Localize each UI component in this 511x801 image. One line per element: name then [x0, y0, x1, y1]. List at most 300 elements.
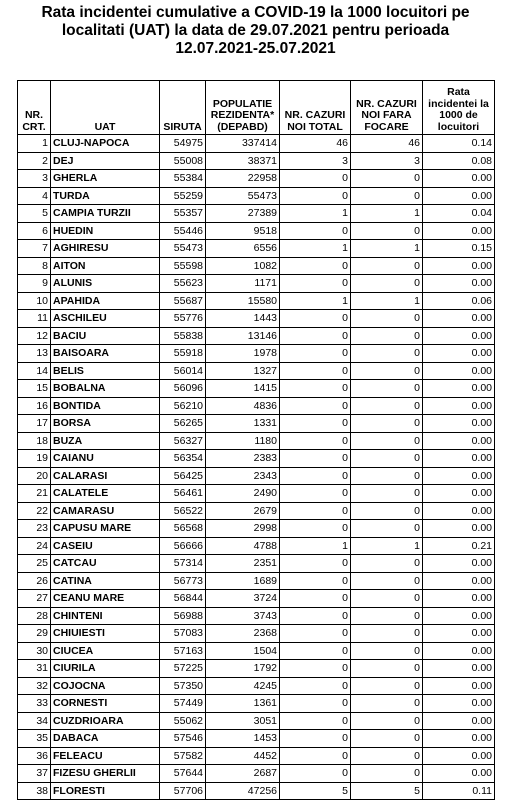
cell-nr: 35 [18, 730, 51, 748]
cell-cazuri-fara-focare: 0 [351, 747, 423, 765]
cell-populatie: 337414 [206, 135, 280, 153]
cell-nr: 36 [18, 747, 51, 765]
cell-cazuri-total: 0 [280, 660, 351, 678]
cell-siruta: 55062 [160, 712, 206, 730]
cell-siruta: 55446 [160, 222, 206, 240]
cell-uat: CATCAU [51, 555, 160, 573]
cell-cazuri-fara-focare: 0 [351, 362, 423, 380]
cell-populatie: 1361 [206, 695, 280, 713]
cell-cazuri-total: 0 [280, 590, 351, 608]
table-row [18, 432, 495, 450]
table-row [18, 625, 495, 643]
cell-populatie: 2679 [206, 502, 280, 520]
cell-rata: 0.00 [423, 677, 495, 695]
cell-cazuri-total: 0 [280, 520, 351, 538]
cell-nr: 10 [18, 292, 51, 310]
cell-cazuri-total: 0 [280, 467, 351, 485]
title-line-3: 12.07.2021-25.07.2021 [175, 40, 336, 57]
cell-rata: 0.04 [423, 205, 495, 223]
cell-siruta: 56988 [160, 607, 206, 625]
cell-siruta: 57644 [160, 765, 206, 783]
cell-populatie: 1689 [206, 572, 280, 590]
cell-cazuri-fara-focare: 0 [351, 642, 423, 660]
table-row [18, 712, 495, 730]
cell-cazuri-total: 0 [280, 695, 351, 713]
cell-nr: 12 [18, 327, 51, 345]
cell-populatie: 47256 [206, 782, 280, 800]
cell-uat: CAPUSU MARE [51, 520, 160, 538]
cell-rata: 0.00 [423, 380, 495, 398]
cell-cazuri-fara-focare: 0 [351, 520, 423, 538]
header-uat: UAT [51, 81, 160, 135]
cell-nr: 23 [18, 520, 51, 538]
table-row [18, 240, 495, 258]
table-row [18, 642, 495, 660]
cell-nr: 4 [18, 187, 51, 205]
table-row [18, 170, 495, 188]
cell-nr: 6 [18, 222, 51, 240]
cell-cazuri-fara-focare: 0 [351, 677, 423, 695]
cell-cazuri-total: 0 [280, 730, 351, 748]
table-row [18, 275, 495, 293]
cell-uat: BACIU [51, 327, 160, 345]
cell-nr: 16 [18, 397, 51, 415]
table-row [18, 607, 495, 625]
cell-populatie: 22958 [206, 170, 280, 188]
cell-uat: GHERLA [51, 170, 160, 188]
cell-populatie: 4245 [206, 677, 280, 695]
cell-siruta: 55623 [160, 275, 206, 293]
cell-cazuri-fara-focare: 0 [351, 187, 423, 205]
cell-nr: 21 [18, 485, 51, 503]
cell-populatie: 4836 [206, 397, 280, 415]
cell-siruta: 56327 [160, 432, 206, 450]
cell-nr: 1 [18, 135, 51, 153]
cell-cazuri-fara-focare: 0 [351, 310, 423, 328]
cell-rata: 0.00 [423, 415, 495, 433]
cell-rata: 0.00 [423, 275, 495, 293]
cell-uat: AGHIRESU [51, 240, 160, 258]
cell-siruta: 57350 [160, 677, 206, 695]
cell-cazuri-total: 0 [280, 380, 351, 398]
cell-cazuri-fara-focare: 0 [351, 345, 423, 363]
cell-siruta: 56844 [160, 590, 206, 608]
cell-uat: DEJ [51, 152, 160, 170]
cell-uat: CHINTENI [51, 607, 160, 625]
cell-rata: 0.15 [423, 240, 495, 258]
cell-siruta: 57582 [160, 747, 206, 765]
cell-uat: CEANU MARE [51, 590, 160, 608]
cell-uat: CUZDRIOARA [51, 712, 160, 730]
cell-cazuri-fara-focare: 1 [351, 240, 423, 258]
cell-cazuri-total: 46 [280, 135, 351, 153]
cell-populatie: 1082 [206, 257, 280, 275]
cell-populatie: 3743 [206, 607, 280, 625]
header-cazuri-total: NR. CAZURI NOI TOTAL [280, 81, 351, 135]
cell-uat: FIZESU GHERLII [51, 765, 160, 783]
cell-nr: 18 [18, 432, 51, 450]
cell-cazuri-total: 0 [280, 450, 351, 468]
table-row [18, 152, 495, 170]
table-row [18, 187, 495, 205]
cell-nr: 33 [18, 695, 51, 713]
cell-cazuri-total: 0 [280, 502, 351, 520]
table-row [18, 467, 495, 485]
table-header-row [18, 81, 495, 135]
cell-nr: 26 [18, 572, 51, 590]
cell-siruta: 55008 [160, 152, 206, 170]
cell-siruta: 54975 [160, 135, 206, 153]
cell-nr: 28 [18, 607, 51, 625]
cell-rata: 0.00 [423, 170, 495, 188]
cell-cazuri-total: 0 [280, 765, 351, 783]
cell-nr: 7 [18, 240, 51, 258]
cell-rata: 0.00 [423, 362, 495, 380]
cell-siruta: 57314 [160, 555, 206, 573]
cell-populatie: 6556 [206, 240, 280, 258]
cell-cazuri-fara-focare: 0 [351, 415, 423, 433]
cell-siruta: 56522 [160, 502, 206, 520]
cell-rata: 0.00 [423, 397, 495, 415]
cell-cazuri-total: 0 [280, 310, 351, 328]
cell-uat: CAMPIA TURZII [51, 205, 160, 223]
cell-uat: BOBALNA [51, 380, 160, 398]
cell-cazuri-fara-focare: 0 [351, 625, 423, 643]
cell-cazuri-fara-focare: 0 [351, 432, 423, 450]
cell-siruta: 55357 [160, 205, 206, 223]
cell-cazuri-total: 0 [280, 170, 351, 188]
cell-cazuri-total: 0 [280, 747, 351, 765]
cell-nr: 38 [18, 782, 51, 800]
cell-nr: 27 [18, 590, 51, 608]
cell-populatie: 1180 [206, 432, 280, 450]
cell-cazuri-fara-focare: 46 [351, 135, 423, 153]
cell-siruta: 55384 [160, 170, 206, 188]
cell-rata: 0.00 [423, 765, 495, 783]
cell-uat: CORNESTI [51, 695, 160, 713]
cell-populatie: 1327 [206, 362, 280, 380]
cell-cazuri-fara-focare: 0 [351, 730, 423, 748]
cell-nr: 13 [18, 345, 51, 363]
cell-uat: AITON [51, 257, 160, 275]
cell-rata: 0.00 [423, 257, 495, 275]
cell-cazuri-fara-focare: 0 [351, 275, 423, 293]
cell-cazuri-total: 0 [280, 222, 351, 240]
cell-nr: 5 [18, 205, 51, 223]
cell-cazuri-total: 0 [280, 642, 351, 660]
cell-populatie: 1792 [206, 660, 280, 678]
table-row [18, 485, 495, 503]
cell-siruta: 55838 [160, 327, 206, 345]
cell-cazuri-total: 0 [280, 345, 351, 363]
cell-siruta: 57083 [160, 625, 206, 643]
cell-uat: BONTIDA [51, 397, 160, 415]
cell-uat: FELEACU [51, 747, 160, 765]
cell-rata: 0.00 [423, 660, 495, 678]
cell-rata: 0.00 [423, 520, 495, 538]
cell-rata: 0.00 [423, 310, 495, 328]
cell-cazuri-total: 1 [280, 292, 351, 310]
cell-rata: 0.00 [423, 187, 495, 205]
cell-rata: 0.00 [423, 625, 495, 643]
cell-rata: 0.00 [423, 607, 495, 625]
cell-uat: ASCHILEU [51, 310, 160, 328]
cell-cazuri-fara-focare: 0 [351, 397, 423, 415]
cell-uat: FLORESTI [51, 782, 160, 800]
cell-cazuri-fara-focare: 0 [351, 695, 423, 713]
table-row [18, 327, 495, 345]
cell-siruta: 56354 [160, 450, 206, 468]
header-cazuri-fara-focare: NR. CAZURI NOI FARA FOCARE [351, 81, 423, 135]
cell-nr: 9 [18, 275, 51, 293]
cell-cazuri-total: 0 [280, 362, 351, 380]
cell-nr: 19 [18, 450, 51, 468]
header-siruta: SIRUTA [160, 81, 206, 135]
cell-cazuri-total: 0 [280, 625, 351, 643]
table-row [18, 415, 495, 433]
cell-uat: COJOCNA [51, 677, 160, 695]
cell-nr: 15 [18, 380, 51, 398]
table-row [18, 677, 495, 695]
cell-uat: CIURILA [51, 660, 160, 678]
cell-rata: 0.00 [423, 432, 495, 450]
cell-rata: 0.00 [423, 450, 495, 468]
table-row [18, 222, 495, 240]
cell-nr: 31 [18, 660, 51, 678]
cell-siruta: 57163 [160, 642, 206, 660]
cell-nr: 32 [18, 677, 51, 695]
cell-populatie: 2343 [206, 467, 280, 485]
table-row [18, 782, 495, 800]
cell-cazuri-total: 0 [280, 275, 351, 293]
cell-siruta: 57706 [160, 782, 206, 800]
table-body [18, 135, 495, 800]
cell-populatie: 2687 [206, 765, 280, 783]
table-row [18, 590, 495, 608]
cell-rata: 0.00 [423, 485, 495, 503]
cell-nr: 14 [18, 362, 51, 380]
cell-uat: TURDA [51, 187, 160, 205]
table-row [18, 747, 495, 765]
cell-siruta: 56666 [160, 537, 206, 555]
cell-siruta: 55473 [160, 240, 206, 258]
cell-cazuri-fara-focare: 0 [351, 555, 423, 573]
cell-cazuri-fara-focare: 5 [351, 782, 423, 800]
cell-populatie: 9518 [206, 222, 280, 240]
table-row [18, 345, 495, 363]
header-rata: Rata incidentei la 1000 de locuitori [423, 81, 495, 135]
cell-uat: BELIS [51, 362, 160, 380]
cell-populatie: 2998 [206, 520, 280, 538]
table-row [18, 730, 495, 748]
cell-cazuri-total: 1 [280, 537, 351, 555]
cell-uat: CIUCEA [51, 642, 160, 660]
cell-populatie: 1978 [206, 345, 280, 363]
cell-uat: CASEIU [51, 537, 160, 555]
cell-cazuri-total: 5 [280, 782, 351, 800]
cell-uat: CATINA [51, 572, 160, 590]
cell-rata: 0.00 [423, 590, 495, 608]
cell-cazuri-fara-focare: 0 [351, 170, 423, 188]
table-row [18, 310, 495, 328]
cell-populatie: 3051 [206, 712, 280, 730]
cell-nr: 2 [18, 152, 51, 170]
table-row [18, 502, 495, 520]
cell-populatie: 55473 [206, 187, 280, 205]
cell-nr: 34 [18, 712, 51, 730]
cell-rata: 0.00 [423, 467, 495, 485]
cell-rata: 0.00 [423, 502, 495, 520]
cell-siruta: 56461 [160, 485, 206, 503]
table-row [18, 397, 495, 415]
cell-nr: 11 [18, 310, 51, 328]
cell-populatie: 1331 [206, 415, 280, 433]
cell-cazuri-total: 0 [280, 397, 351, 415]
cell-uat: CALARASI [51, 467, 160, 485]
cell-cazuri-total: 0 [280, 677, 351, 695]
cell-uat: CALATELE [51, 485, 160, 503]
cell-cazuri-fara-focare: 0 [351, 257, 423, 275]
cell-populatie: 3724 [206, 590, 280, 608]
cell-cazuri-fara-focare: 0 [351, 765, 423, 783]
cell-cazuri-fara-focare: 0 [351, 502, 423, 520]
cell-cazuri-total: 0 [280, 327, 351, 345]
table-row [18, 555, 495, 573]
cell-siruta: 55918 [160, 345, 206, 363]
cell-cazuri-total: 0 [280, 415, 351, 433]
cell-siruta: 56096 [160, 380, 206, 398]
cell-rata: 0.21 [423, 537, 495, 555]
cell-populatie: 1415 [206, 380, 280, 398]
cell-rata: 0.00 [423, 642, 495, 660]
cell-populatie: 27389 [206, 205, 280, 223]
cell-cazuri-fara-focare: 0 [351, 450, 423, 468]
cell-uat: BUZA [51, 432, 160, 450]
cell-populatie: 1443 [206, 310, 280, 328]
cell-uat: ALUNIS [51, 275, 160, 293]
cell-siruta: 56425 [160, 467, 206, 485]
cell-populatie: 1171 [206, 275, 280, 293]
table-row [18, 380, 495, 398]
cell-nr: 20 [18, 467, 51, 485]
table-row [18, 572, 495, 590]
cell-nr: 37 [18, 765, 51, 783]
cell-populatie: 13146 [206, 327, 280, 345]
cell-nr: 30 [18, 642, 51, 660]
cell-cazuri-fara-focare: 3 [351, 152, 423, 170]
cell-populatie: 1504 [206, 642, 280, 660]
table-row [18, 537, 495, 555]
cell-rata: 0.08 [423, 152, 495, 170]
cell-uat: DABACA [51, 730, 160, 748]
cell-nr: 17 [18, 415, 51, 433]
cell-populatie: 2490 [206, 485, 280, 503]
cell-populatie: 2351 [206, 555, 280, 573]
cell-cazuri-total: 0 [280, 432, 351, 450]
incidence-table [17, 80, 495, 800]
cell-cazuri-total: 1 [280, 205, 351, 223]
cell-cazuri-fara-focare: 0 [351, 222, 423, 240]
cell-populatie: 1453 [206, 730, 280, 748]
cell-cazuri-fara-focare: 0 [351, 467, 423, 485]
cell-cazuri-fara-focare: 0 [351, 607, 423, 625]
cell-rata: 0.00 [423, 730, 495, 748]
cell-cazuri-fara-focare: 1 [351, 537, 423, 555]
cell-nr: 25 [18, 555, 51, 573]
cell-cazuri-fara-focare: 1 [351, 292, 423, 310]
cell-cazuri-total: 0 [280, 187, 351, 205]
cell-uat: CAIANU [51, 450, 160, 468]
table-row [18, 765, 495, 783]
cell-nr: 29 [18, 625, 51, 643]
cell-rata: 0.00 [423, 327, 495, 345]
cell-cazuri-total: 1 [280, 240, 351, 258]
header-nr-crt: NR. CRT. [18, 81, 51, 135]
cell-rata: 0.00 [423, 345, 495, 363]
cell-cazuri-total: 0 [280, 485, 351, 503]
cell-siruta: 57546 [160, 730, 206, 748]
cell-populatie: 4452 [206, 747, 280, 765]
table-row [18, 450, 495, 468]
table-row [18, 257, 495, 275]
cell-siruta: 55687 [160, 292, 206, 310]
cell-populatie: 2368 [206, 625, 280, 643]
cell-uat: BAISOARA [51, 345, 160, 363]
cell-nr: 3 [18, 170, 51, 188]
table-row [18, 292, 495, 310]
table-row [18, 695, 495, 713]
cell-uat: CAMARASU [51, 502, 160, 520]
cell-populatie: 4788 [206, 537, 280, 555]
table-row [18, 660, 495, 678]
title-line-1: Rata incidentei cumulative a COVID-19 la 1000 locuitori pe [41, 4, 470, 21]
cell-cazuri-fara-focare: 0 [351, 327, 423, 345]
table-row [18, 362, 495, 380]
cell-cazuri-fara-focare: 1 [351, 205, 423, 223]
cell-rata: 0.14 [423, 135, 495, 153]
header-populatie: POPULATIE REZIDENTA* (DEPABD) [206, 81, 280, 135]
cell-cazuri-fara-focare: 0 [351, 712, 423, 730]
cell-cazuri-fara-focare: 0 [351, 572, 423, 590]
cell-siruta: 55776 [160, 310, 206, 328]
cell-cazuri-total: 0 [280, 555, 351, 573]
cell-uat: HUEDIN [51, 222, 160, 240]
cell-siruta: 56265 [160, 415, 206, 433]
cell-cazuri-total: 3 [280, 152, 351, 170]
cell-populatie: 38371 [206, 152, 280, 170]
cell-siruta: 57225 [160, 660, 206, 678]
cell-nr: 24 [18, 537, 51, 555]
cell-nr: 22 [18, 502, 51, 520]
cell-nr: 8 [18, 257, 51, 275]
cell-siruta: 55259 [160, 187, 206, 205]
cell-rata: 0.00 [423, 222, 495, 240]
cell-siruta: 56568 [160, 520, 206, 538]
cell-uat: APAHIDA [51, 292, 160, 310]
cell-uat: CLUJ-NAPOCA [51, 135, 160, 153]
cell-populatie: 15580 [206, 292, 280, 310]
cell-uat: BORSA [51, 415, 160, 433]
cell-cazuri-total: 0 [280, 257, 351, 275]
cell-cazuri-fara-focare: 0 [351, 485, 423, 503]
cell-cazuri-total: 0 [280, 607, 351, 625]
cell-rata: 0.00 [423, 572, 495, 590]
cell-rata: 0.00 [423, 712, 495, 730]
cell-uat: CHIUIESTI [51, 625, 160, 643]
cell-cazuri-total: 0 [280, 572, 351, 590]
title-line-2: localitati (UAT) la data de 29.07.2021 pentru perioada [61, 22, 450, 39]
document-title [0, 4, 511, 58]
